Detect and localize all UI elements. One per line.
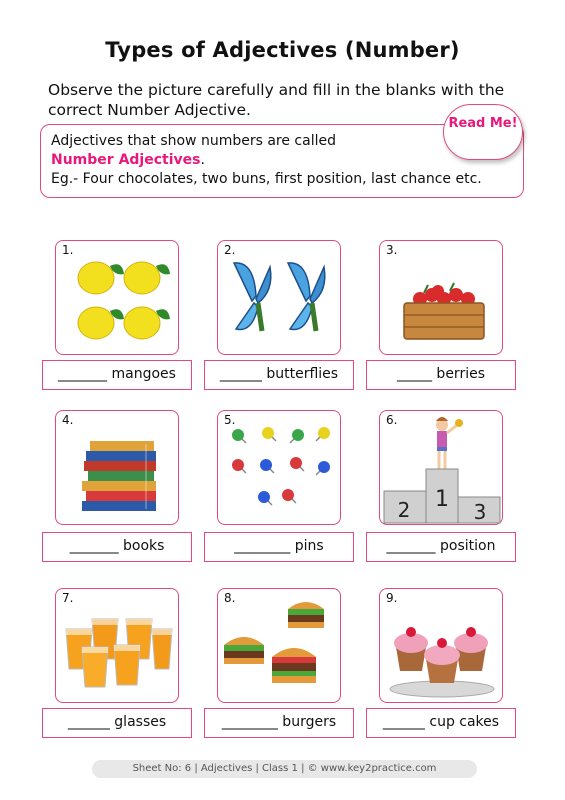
page-footer: Sheet No: 6 | Adjectives | Class 1 | © www.key2practice.com (92, 760, 477, 778)
picture-box-3 (379, 240, 503, 355)
picture-box-7 (55, 588, 179, 703)
answer-field-4[interactable]: _______ books (42, 532, 192, 562)
info-term: Number Adjectives (51, 152, 201, 168)
podium-icon (380, 411, 504, 526)
juice-glasses-icon (56, 589, 180, 704)
info-example: Eg.- Four chocolates, two buns, first position, last chance etc. (51, 171, 482, 187)
item-number: 7. (62, 591, 74, 605)
item-number: 9. (386, 591, 398, 605)
berries-basket-icon (380, 241, 504, 356)
item-number: 5. (224, 413, 236, 427)
picture-box-2 (217, 240, 341, 355)
push-pins-icon (218, 411, 342, 526)
picture-box-4 (55, 410, 179, 525)
item-number: 6. (386, 413, 398, 427)
answer-field-5[interactable]: ________ pins (204, 532, 354, 562)
podium-label-second: 2 (397, 498, 411, 522)
mangoes-icon (56, 241, 180, 356)
item-number: 4. (62, 413, 74, 427)
item-number: 3. (386, 243, 398, 257)
cupcakes-icon (380, 589, 504, 704)
books-stack-icon (56, 411, 180, 526)
answer-field-8[interactable]: ________ burgers (204, 708, 354, 738)
answer-field-6[interactable]: _______ position (366, 532, 516, 562)
instruction-text: Observe the picture carefully and fill in the blanks with the correct Number Adjective. (48, 81, 505, 119)
picture-box-8 (217, 588, 341, 703)
podium-label-first: 1 (435, 487, 449, 512)
page-title: Types of Adjectives (Number) (105, 38, 460, 62)
answer-field-9[interactable]: ______ cup cakes (366, 708, 516, 738)
answer-field-3[interactable]: _____ berries (366, 360, 516, 390)
picture-box-9 (379, 588, 503, 703)
picture-box-6 (379, 410, 503, 525)
info-line: Adjectives that show numbers are called (51, 133, 336, 149)
read-me-badge (443, 104, 523, 160)
info-term-suffix: . (200, 152, 205, 168)
podium-label-third: 3 (473, 500, 487, 524)
item-number: 2. (224, 243, 236, 257)
answer-field-7[interactable]: ______ glasses (42, 708, 192, 738)
info-term-line (51, 151, 513, 170)
read-me-label: Read Me! (448, 116, 518, 131)
item-number: 1. (62, 243, 74, 257)
butterflies-icon (218, 241, 342, 356)
answer-field-1[interactable]: _______ mangoes (42, 360, 192, 390)
item-number: 8. (224, 591, 236, 605)
picture-box-1 (55, 240, 179, 355)
burgers-icon (218, 589, 342, 704)
picture-box-5 (217, 410, 341, 525)
answer-field-2[interactable]: ______ butterflies (204, 360, 354, 390)
